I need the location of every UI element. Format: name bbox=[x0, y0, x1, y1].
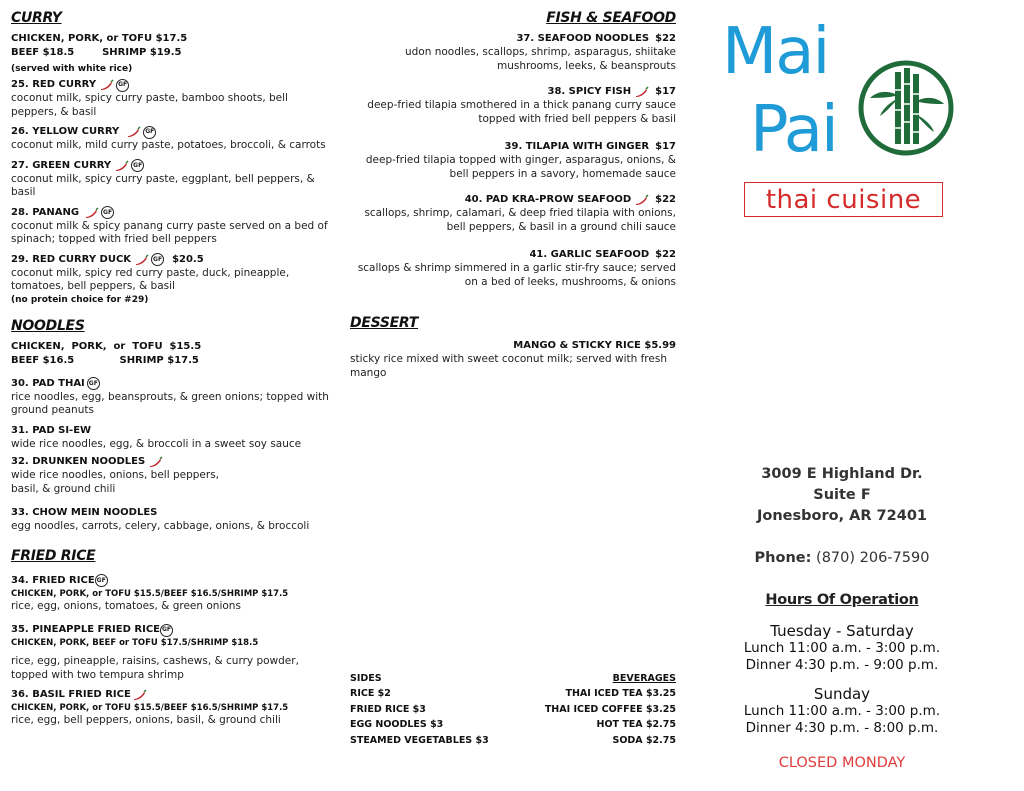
phone-line bbox=[720, 550, 964, 566]
fried-rice-heading: FRIED RICE bbox=[11, 547, 96, 564]
item-name: 32. DRUNKEN NOODLES bbox=[11, 456, 146, 467]
chili-pepper-icon bbox=[633, 194, 649, 206]
item-description: rice, egg, bell peppers, onions, basil, & ground chili bbox=[11, 714, 281, 726]
restaurant-logo bbox=[720, 15, 970, 220]
lunch-hours: Lunch 11:00 a.m. - 3:00 p.m. bbox=[743, 703, 941, 719]
menu-item bbox=[11, 206, 329, 247]
gluten-free-icon: GF bbox=[95, 574, 108, 587]
phone-label: Phone: bbox=[754, 550, 812, 566]
hours-block-1 bbox=[720, 622, 964, 674]
list-item: FRIED RICE $3 bbox=[350, 703, 426, 715]
gluten-free-icon: GF bbox=[143, 126, 156, 139]
item-price: $20.5 bbox=[172, 253, 204, 265]
tagline: thai cuisine bbox=[765, 184, 922, 215]
bamboo-icon bbox=[858, 60, 954, 156]
chili-pepper-icon bbox=[125, 126, 141, 138]
item-name: 34. FRIED RICE bbox=[11, 574, 95, 586]
menu-item bbox=[11, 455, 329, 496]
menu-item bbox=[350, 85, 676, 126]
item-name: 27. GREEN CURRY bbox=[11, 159, 112, 171]
item-name: 38. SPICY FISH bbox=[547, 86, 632, 97]
gluten-free-icon: GF bbox=[101, 206, 114, 219]
item-name: 30. PAD THAI bbox=[11, 377, 85, 389]
item-description: coconut milk, spicy red curry paste, duck, pineapple, tomatoes, bell peppers, & basil bbox=[11, 266, 290, 292]
item-description: scallops & shrimp simmered in a garlic stir-fry sauce; served on a bed of leeks, mushrooms, & onions bbox=[357, 262, 676, 288]
item-description: coconut milk, mild curry paste, potatoes, broccoli, & carrots bbox=[11, 139, 326, 151]
item-name: 26. YELLOW CURRY bbox=[11, 126, 120, 137]
menu-item bbox=[350, 32, 676, 73]
curry-price-line-2: BEEF $18.5 SHRIMP $19.5 bbox=[11, 47, 182, 58]
item-description: wide rice noodles, onions, bell peppers, basil, & ground chili bbox=[11, 469, 220, 495]
hours-block-2 bbox=[720, 685, 964, 737]
menu-item bbox=[350, 248, 676, 289]
item-name: 40. PAD KRA-PROW SEAFOOD bbox=[464, 194, 632, 205]
chili-pepper-icon bbox=[133, 254, 149, 266]
menu-item bbox=[11, 159, 329, 200]
address-line-3: Jonesboro, AR 72401 bbox=[756, 508, 928, 524]
item-name: 25. RED CURRY bbox=[11, 79, 97, 90]
logo-line-2: Pai bbox=[750, 93, 837, 167]
middle-column bbox=[350, 10, 676, 380]
item-name: 41. GARLIC SEAFOOD bbox=[529, 249, 650, 260]
chili-pepper-icon bbox=[98, 79, 114, 91]
list-item: THAI ICED TEA $3.25 bbox=[565, 688, 676, 699]
dinner-hours: Dinner 4:30 p.m. - 9:00 p.m. bbox=[745, 657, 939, 673]
menu-item bbox=[11, 377, 329, 418]
menu-item bbox=[11, 424, 329, 452]
chili-pepper-icon bbox=[147, 456, 163, 468]
noodles-price-line-2: BEEF $16.5 SHRIMP $17.5 bbox=[11, 354, 199, 366]
chili-pepper-icon bbox=[633, 86, 649, 98]
item-description: egg noodles, carrots, celery, cabbage, onions, & broccoli bbox=[11, 520, 310, 532]
menu-item bbox=[11, 78, 329, 119]
list-item: EGG NOODLES $3 bbox=[350, 719, 444, 730]
item-name: 29. RED CURRY DUCK bbox=[11, 253, 132, 265]
menu-item bbox=[11, 253, 329, 306]
item-description: coconut milk, spicy curry paste, eggplant, bell peppers, & basil bbox=[11, 172, 315, 198]
list-item: SODA $2.75 bbox=[612, 734, 676, 746]
item-name: MANGO & STICKY RICE $5.99 bbox=[513, 340, 676, 351]
item-description: wide rice noodles, egg, & broccoli in a sweet soy sauce bbox=[11, 437, 302, 450]
address-line-1: 3009 E Highland Dr. bbox=[761, 466, 923, 482]
menu-item bbox=[11, 623, 329, 682]
beverages-heading: BEVERAGES bbox=[612, 673, 676, 684]
dessert-heading: DESSERT bbox=[350, 315, 419, 331]
chili-pepper-icon bbox=[131, 689, 147, 701]
item-description: coconut milk, spicy curry paste, bamboo shoots, bell peppers, & basil bbox=[11, 92, 288, 118]
item-name: 39. TILAPIA WITH GINGER bbox=[504, 141, 650, 152]
hours-heading: Hours Of Operation bbox=[765, 592, 919, 608]
item-name: 28. PANANG bbox=[11, 206, 80, 218]
sides-list bbox=[350, 672, 520, 748]
closed-notice: CLOSED MONDAY bbox=[778, 755, 906, 771]
noodles-price-line-1: CHICKEN, PORK, or TOFU $15.5 bbox=[11, 340, 202, 352]
item-description: udon noodles, scallops, shrimp, asparagus, shiitake mushrooms, leeks, & beansprouts bbox=[404, 46, 676, 72]
curry-served-note: (served with white rice) bbox=[11, 64, 133, 74]
gluten-free-icon: GF bbox=[116, 79, 129, 92]
gluten-free-icon: GF bbox=[131, 159, 144, 172]
item-description: deep-fried tilapia smothered in a thick panang curry sauce topped with fried bell peppers & basil bbox=[367, 99, 676, 125]
list-item: HOT TEA $2.75 bbox=[596, 719, 676, 730]
item-name: 31. PAD SI-EW bbox=[11, 424, 92, 436]
tagline-box bbox=[744, 182, 943, 217]
dessert-item bbox=[350, 339, 676, 380]
item-description: sticky rice mixed with sweet coconut milk; served with fresh mango bbox=[350, 353, 667, 379]
left-column bbox=[11, 10, 329, 728]
logo-line-1: Mai bbox=[722, 15, 829, 89]
days-label: Tuesday - Saturday bbox=[770, 622, 914, 640]
menu-item bbox=[350, 140, 676, 181]
item-price: $22 bbox=[655, 33, 676, 44]
chili-pepper-icon bbox=[113, 160, 129, 172]
item-price-options: CHICKEN, PORK, BEEF or TOFU $17.5/SHRIMP $18.5 bbox=[11, 638, 259, 648]
item-price-options: CHICKEN, PORK, or TOFU $15.5/BEEF $16.5/SHRIMP $17.5 bbox=[11, 703, 289, 713]
list-item: THAI ICED COFFEE $3.25 bbox=[544, 703, 676, 715]
gluten-free-icon: GF bbox=[151, 253, 164, 266]
curry-heading: CURRY bbox=[11, 10, 62, 26]
beverages-list bbox=[506, 672, 676, 748]
seafood-heading: FISH & SEAFOOD bbox=[546, 10, 676, 26]
item-description: rice noodles, egg, beansprouts, & green onions; topped with ground peanuts bbox=[11, 390, 329, 416]
address-line-2: Suite F bbox=[813, 487, 871, 503]
item-name: 35. PINEAPPLE FRIED RICE bbox=[11, 624, 160, 635]
phone-number: (870) 206-7590 bbox=[816, 550, 930, 566]
noodles-heading: NOODLES bbox=[11, 317, 85, 334]
item-price-options: CHICKEN, PORK, or TOFU $15.5/BEEF $16.5/SHRIMP $17.5 bbox=[11, 588, 289, 599]
item-description: deep-fried tilapia topped with ginger, asparagus, onions, & bell peppers in a savory, homemade sauce bbox=[365, 154, 676, 180]
dinner-hours: Dinner 4:30 p.m. - 8:00 p.m. bbox=[745, 720, 939, 736]
gluten-free-icon: GF bbox=[160, 624, 173, 637]
item-description: scallops, shrimp, calamari, & deep fried tilapia with onions, bell peppers, & basil in a ground chili sauce bbox=[364, 207, 676, 233]
lunch-hours: Lunch 11:00 a.m. - 3:00 p.m. bbox=[743, 640, 941, 656]
item-description: coconut milk & spicy panang curry paste served on a bed of spinach; topped with fried bell peppers bbox=[11, 219, 328, 245]
curry-price-line-1: CHICKEN, PORK, or TOFU $17.5 bbox=[11, 33, 188, 44]
item-price: $22 bbox=[655, 249, 676, 260]
item-description: rice, egg, pineapple, raisins, cashews, & curry powder, topped with two tempura shrimp bbox=[11, 655, 299, 681]
item-price: $17 bbox=[655, 86, 676, 97]
item-description: rice, egg, onions, tomatoes, & green onions bbox=[11, 599, 241, 612]
menu-item bbox=[350, 193, 676, 234]
list-item: STEAMED VEGETABLES $3 bbox=[350, 734, 489, 746]
address-block bbox=[720, 464, 964, 527]
item-price: $17 bbox=[655, 141, 676, 152]
item-price: $22 bbox=[655, 194, 676, 205]
menu-item bbox=[11, 574, 329, 614]
menu-item bbox=[11, 125, 329, 153]
list-item: RICE $2 bbox=[350, 688, 391, 699]
sides-heading: SIDES bbox=[350, 673, 382, 684]
item-name: 33. CHOW MEIN NOODLES bbox=[11, 507, 158, 518]
menu-item bbox=[11, 688, 329, 728]
gluten-free-icon: GF bbox=[87, 377, 100, 390]
days-label: Sunday bbox=[813, 685, 871, 703]
menu-item bbox=[11, 506, 329, 534]
item-name: 37. SEAFOOD NOODLES bbox=[516, 33, 650, 44]
item-note: (no protein choice for #29) bbox=[11, 294, 149, 305]
chili-pepper-icon bbox=[83, 207, 99, 219]
item-name: 36. BASIL FRIED RICE bbox=[11, 689, 131, 700]
